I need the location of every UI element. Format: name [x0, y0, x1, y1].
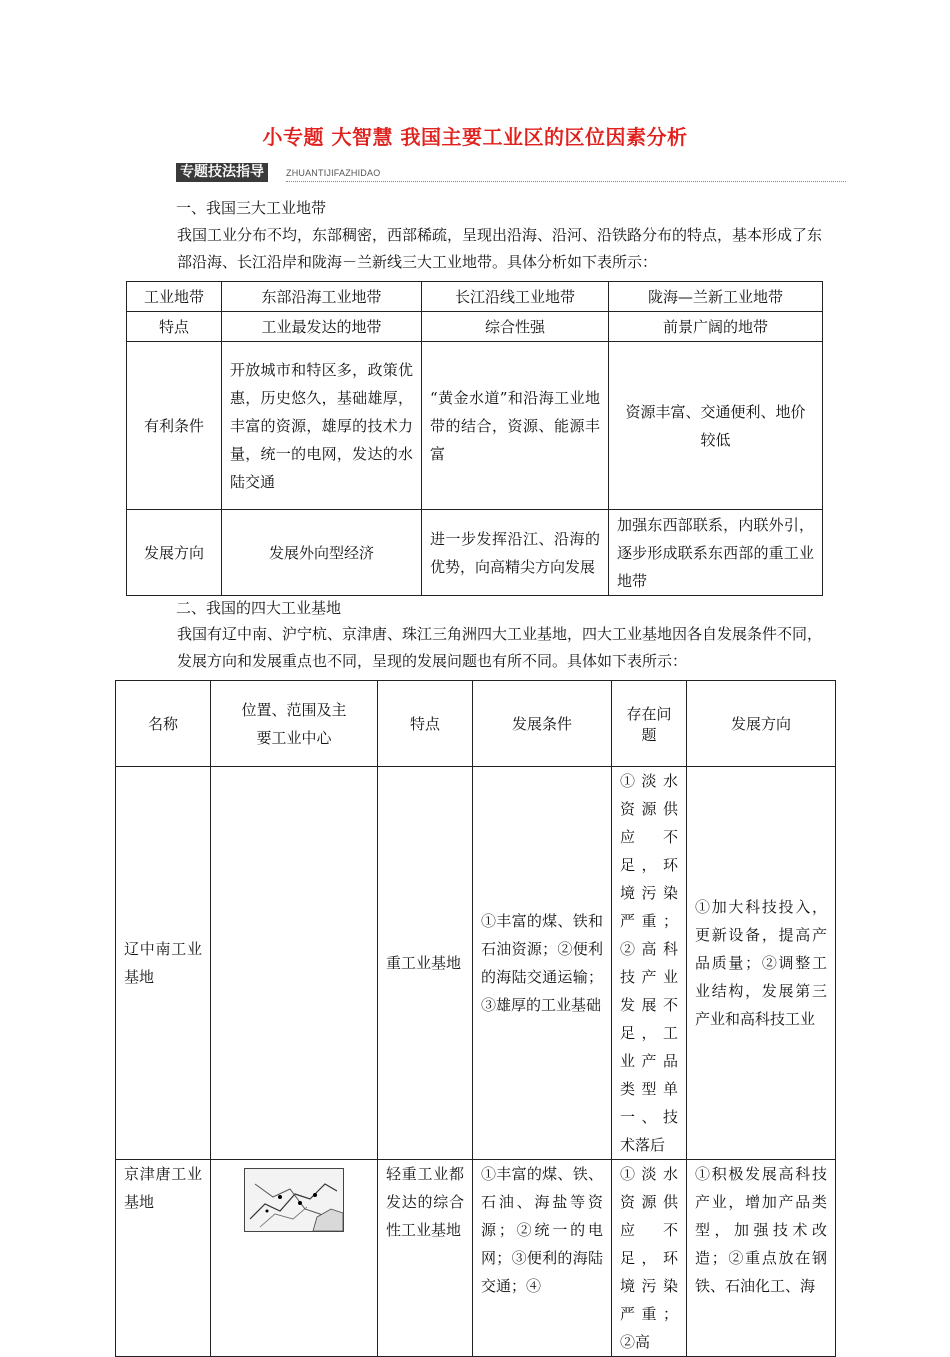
table-cell: 特点	[127, 312, 222, 342]
table-cell: 发展方向	[127, 510, 222, 596]
section2-paragraph: 我国有辽中南、沪宁杭、京津唐、珠江三角洲四大工业基地，四大工业基地因各自发展条件不同，发展方向和发展重点也不同，呈现的发展问题也有所不同。具体如下表所示：	[177, 625, 823, 670]
table-cell: 位置、范围及主要工业中心	[211, 681, 378, 767]
jingjintang-map-image	[244, 1168, 344, 1232]
table-cell	[211, 1160, 378, 1357]
table-cell: 综合性强	[422, 312, 609, 342]
section1-paragraph: 我国工业分布不均，东部稠密，西部稀疏，呈现出沿海、沿河、沿铁路分布的特点，基本形成了东部沿海、长江沿岸和陇海－兰新线三大工业地带。具体分析如下表所示：	[177, 226, 823, 271]
table-cell: ①丰富的煤、铁和石油资源；②便利的海陆交通运输；③雄厚的工业基础	[473, 767, 612, 1160]
table-cell: 名称	[116, 681, 211, 767]
table-row	[127, 510, 823, 596]
table-cell: ①淡水资源供应不足，环境污染严重；②高科技产业发展不足，工业产品类型单一、技术落后	[612, 767, 687, 1160]
page-title: 小专题 大智慧 我国主要工业区的区位因素分析	[262, 125, 688, 149]
table-cell: 辽中南工业基地	[116, 767, 211, 1160]
table-cell: 轻重工业都发达的综合性工业基地	[378, 1160, 473, 1357]
banner-tag: 专题技法指导	[176, 163, 268, 182]
table-cell: 京津唐工业基地	[116, 1160, 211, 1357]
section2-heading: 二、我国的四大工业基地	[176, 599, 342, 617]
table-row	[116, 1160, 836, 1357]
section-banner	[176, 163, 846, 185]
banner-pinyin: ZHUANTIJIFAZHIDAO	[286, 168, 381, 178]
industrial-bases-table	[115, 680, 836, 1357]
table-cell: 长江沿线工业地带	[422, 282, 609, 312]
table-row	[127, 282, 823, 312]
table-cell: 资源丰富、交通便利、地价较低	[609, 342, 823, 510]
table-cell: 开放城市和特区多，政策优惠，历史悠久，基础雄厚，丰富的资源，雄厚的技术力量，统一的电网，发达的水陆交通	[222, 342, 422, 510]
table-cell: ①丰富的煤、铁、石油、海盐等资源；②统一的电网；③便利的海陆交通；④	[473, 1160, 612, 1357]
table-cell: 发展条件	[473, 681, 612, 767]
table-cell: 工业地带	[127, 282, 222, 312]
table-cell: 前景广阔的地带	[609, 312, 823, 342]
region-map-icon	[245, 1169, 343, 1231]
table-cell: 存在问题	[612, 681, 687, 767]
table-row	[116, 767, 836, 1160]
table-cell: ①加大科技投入，更新设备，提高产品质量；②调整工业结构，发展第三产业和高科技工业	[687, 767, 836, 1160]
table-cell: 发展方向	[687, 681, 836, 767]
table-cell: 陇海—兰新工业地带	[609, 282, 823, 312]
section1-heading: 一、我国三大工业地带	[176, 199, 327, 217]
table-cell: 重工业基地	[378, 767, 473, 1160]
table-cell: ①积极发展高科技产业，增加产品类型，加强技术改造；②重点放在钢铁、石油化工、海	[687, 1160, 836, 1357]
dotted-divider	[286, 181, 846, 182]
table-row	[127, 342, 823, 510]
table-cell: 进一步发挥沿江、沿海的优势，向高精尖方向发展	[422, 510, 609, 596]
table-cell: 有利条件	[127, 342, 222, 510]
table-row	[116, 681, 836, 767]
table-cell	[211, 767, 378, 1160]
table-cell: 东部沿海工业地带	[222, 282, 422, 312]
table-cell: 加强东西部联系，内联外引，逐步形成联系东西部的重工业地带	[609, 510, 823, 596]
table-cell: 发展外向型经济	[222, 510, 422, 596]
table-cell: ①淡水资源供应不足，环境污染严重；②高	[612, 1160, 687, 1357]
table-cell: 工业最发达的地带	[222, 312, 422, 342]
table-row	[127, 312, 823, 342]
industrial-belts-table	[126, 281, 823, 596]
table-cell: “黄金水道”和沿海工业地带的结合，资源、能源丰富	[422, 342, 609, 510]
table-cell: 特点	[378, 681, 473, 767]
